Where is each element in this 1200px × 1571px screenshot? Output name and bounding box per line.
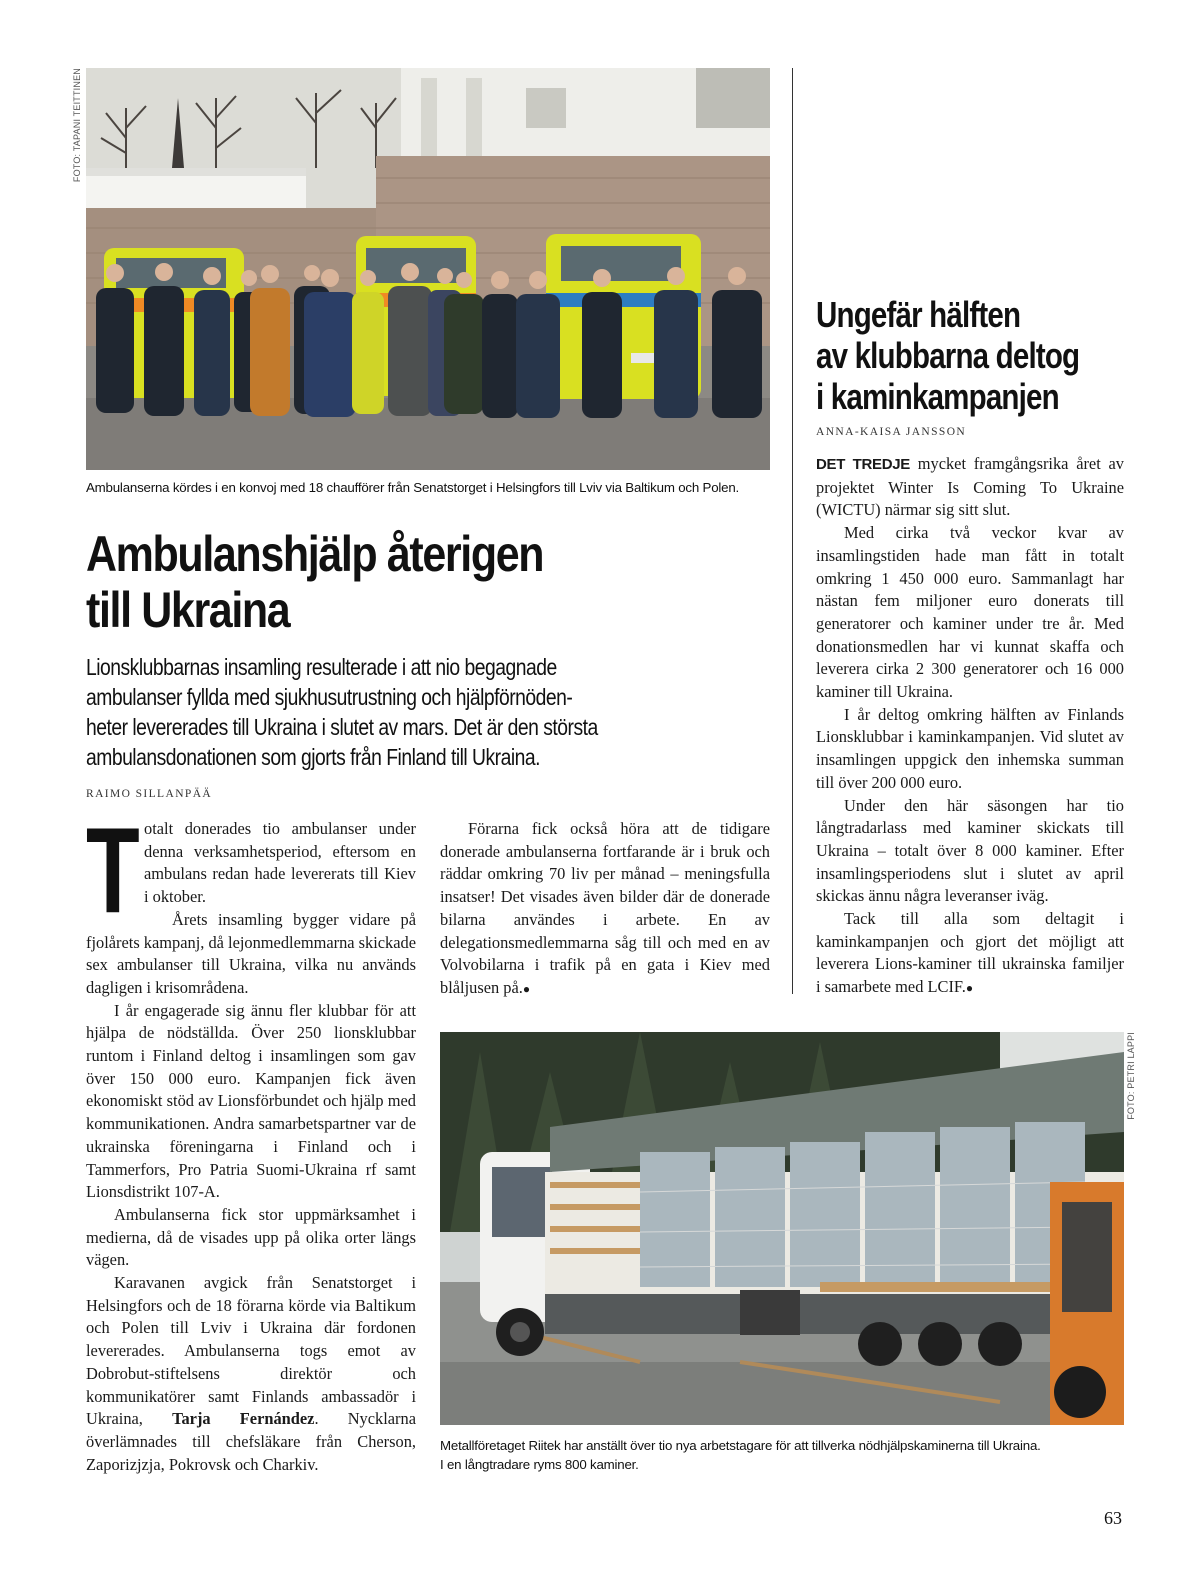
sidebar-headline-line: i kaminkampanjen bbox=[816, 376, 1059, 417]
paragraph bbox=[816, 908, 1124, 1000]
lead-line: heter levererades till Ukraina i slutet av mars. Det är den största bbox=[86, 714, 598, 740]
headline-line-2: till Ukraina bbox=[86, 582, 290, 638]
paragraph-text: mycket framgångsrika året av projektet Winter Is Coming To Ukraine (WICTU) närmar sig sitt slut. bbox=[816, 454, 1124, 520]
headline-line-1: Ambulanshjälp återigen bbox=[86, 526, 544, 582]
article-column-2 bbox=[440, 818, 770, 1001]
sidebar-kicker: DET TREDJE bbox=[816, 456, 911, 473]
sidebar-headline-line: Ungefär hälften bbox=[816, 294, 1021, 335]
paragraph bbox=[816, 453, 1124, 522]
truck-photo bbox=[440, 1032, 1124, 1425]
paragraph bbox=[86, 1272, 416, 1476]
paragraph-text: Karavanen avgick från Senatstorget i Helsingfors och de 18 förarna körde via Baltikum och Polen till Lviv i Ukraina där fordonen levererades. Ambulanserna togs emot av Dobrobut-stiftelsens direktör och kommunikatörer samt Finlands ambassadör i Ukraina, bbox=[86, 1273, 416, 1429]
paragraph-text: . Nycklarna överlämnades till chefsläkare från Cherson, Zaporizjzja, Pokrovsk och Charkiv. bbox=[86, 1409, 416, 1474]
paragraph: Ambulanserna fick stor uppmärksamhet i medierna, då de visades upp på olika orter längs vägen. bbox=[86, 1204, 416, 1270]
sidebar-body bbox=[816, 453, 1124, 1000]
paragraph-text: Förarna fick också höra att de tidigare donerade ambulanserna fortfarande är i bruk och räddar omkring 70 liv per månad – meningsfulla insatser! Det visades även bilder där de donerade bilarna användes i arbete. En av delegationsmedlemmarna såg till och med en av Volvobilarna i trafik på en gata i Kiev med blåljusen på. bbox=[440, 819, 770, 997]
photo-credit-top: FOTO: TAPANI TEITTINEN bbox=[72, 68, 82, 183]
lead-line: Lionsklubbarnas insamling resulterade i att nio begagnade bbox=[86, 654, 557, 680]
paragraph: I år engagerade sig ännu fler klubbar för att hjälpa de nödställda. Över 250 lionsklubbar runtom i Finland deltog i insamlingen som gav över 150 000 euro. Kampanjen fick även ekonomiskt stöd av Lionsförbundet och hjälp med kommunikationen. Andra samarbetspartner var de ukrainska föreningarna i Finland och i Tammerfors, Pro Patria Suomi-Ukraina rf samt Lionsdistrikt 107-A. bbox=[86, 1000, 416, 1202]
ambulance-photo bbox=[86, 68, 770, 470]
photo-credit-bottom: FOTO: PETRI LAPPI bbox=[1126, 1032, 1136, 1120]
lead-line: ambulansdonationen som gjorts från Finland till Ukraina. bbox=[86, 744, 540, 770]
photo-caption-top: Ambulanserna kördes i en konvoj med 18 chaufförer från Senatstorget i Helsingfors till Lviv via Baltikum och Polen. bbox=[86, 480, 740, 495]
article-lead bbox=[86, 652, 758, 772]
column-divider bbox=[792, 68, 793, 994]
paragraph bbox=[440, 818, 770, 1001]
paragraph: Med cirka två veckor kvar av insamlingstiden hade man fått in totalt omkring 1 450 000 euro. Sammanlagt har nästan fem miljoner euro donerats till generatorer och kaminer under tre år. Med donationsmedlen har vi kunnat skaffa och leverera cirka 2 300 generatorer och 16 000 kaminer till Ukraina. bbox=[816, 523, 1124, 702]
paragraph-text: Tack till alla som deltagit i kaminkampanjen och gjort det möjligt att leverera Lions-kaminer till ukrainska familjer i samarbete med LCIF. bbox=[816, 909, 1124, 997]
lead-line: ambulanser fyllda med sjukhusutrustning och hjälpförnöden- bbox=[86, 684, 573, 710]
caption-line: I en långtradare ryms 800 kaminer. bbox=[440, 1457, 639, 1472]
article-column-1 bbox=[86, 802, 416, 1476]
sidebar-headline bbox=[816, 294, 1160, 417]
article-byline: RAIMO SILLANPÄÄ bbox=[86, 788, 213, 800]
paragraph: I år deltog omkring hälften av Finlands Lionsklubbar i kaminkampanjen. Vid slutet av insamlingen uppgick den inhemska summan till över 200 000 euro. bbox=[816, 704, 1124, 792]
paragraph: Årets insamling bygger vidare på fjolårets kampanj, då lejonmedlemmarna skickade sex ambulanser till Ukraina, vilka nu används dagligen i krisområdena. bbox=[86, 909, 416, 997]
page-number: 63 bbox=[1104, 1508, 1122, 1528]
article-headline bbox=[86, 526, 688, 638]
caption-line: Metallföretaget Riitek har anställt över tio nya arbetstagare för att tillverka nödhjälpskaminerna till Ukraina. bbox=[440, 1438, 1041, 1453]
end-mark-icon: ● bbox=[965, 981, 974, 996]
sidebar-byline: ANNA-KAISA JANSSON bbox=[816, 426, 967, 438]
paragraph: otalt donerades tio ambulanser under denna verksamhetsperiod, eftersom en ambulans redan hade levererats till Kiev i oktober. bbox=[144, 819, 416, 907]
sidebar-headline-line: av klubbarna deltog bbox=[816, 335, 1080, 376]
end-mark-icon: ● bbox=[522, 981, 531, 996]
ambassador-name: Tarja Fernández bbox=[172, 1409, 315, 1429]
drop-cap: T bbox=[86, 802, 140, 938]
photo-caption-bottom bbox=[440, 1436, 1140, 1474]
paragraph: Under den här säsongen har tio långtradarlass med kaminer skickats till Ukraina – totalt över 8 000 kaminer. Efter insamlingsperiodens slut i slutet av april skickas ännu några leveranser iväg. bbox=[816, 795, 1124, 906]
